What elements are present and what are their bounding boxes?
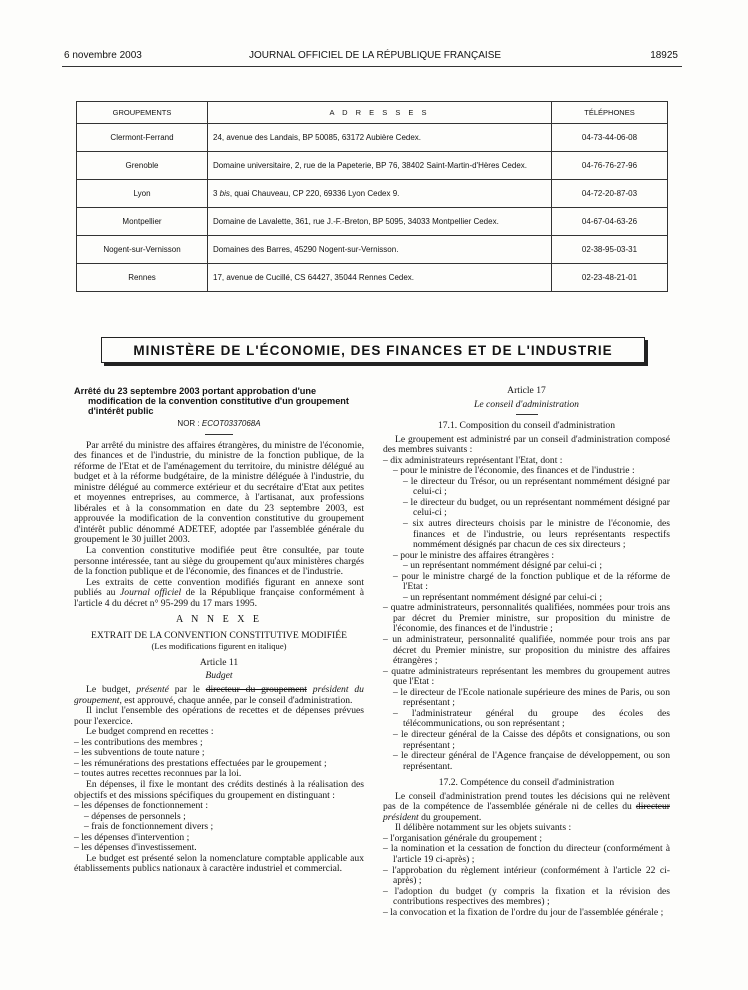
text-italic: président: [383, 811, 419, 823]
cell-adresse: Domaine de Lavalette, 361, rue J.-F.-Breton, BP 5095, 34033 Montpellier Cedex.: [208, 208, 552, 236]
paragraph: Le budget comprend en recettes :: [86, 726, 214, 738]
list-item: – l'administrateur général du groupe des écoles des télécommunications, ou son représentant ;: [393, 707, 670, 730]
right-column: [383, 386, 670, 918]
cell-telephone: 04-76-76-27-96: [552, 152, 668, 180]
list-item: – dix administrateurs représentant l'Etat, dont :: [383, 454, 563, 466]
left-column: [74, 386, 364, 875]
nor-reference: [74, 419, 364, 430]
cell-groupement: Rennes: [77, 264, 208, 292]
paragraph: [383, 792, 670, 824]
address-number: 3: [213, 189, 220, 198]
cell-groupement: Grenoble: [77, 152, 208, 180]
list-item: – la nomination et la cessation de fonction du directeur (conformément à l'article 19 ci-après) ;: [383, 843, 670, 865]
list-item: – l'organisation générale du groupement ;: [383, 832, 543, 844]
journal-title: JOURNAL OFFICIEL DE LA RÉPUBLIQUE FRANÇAISE: [248, 50, 502, 61]
article-11-heading: Article 11: [199, 656, 239, 668]
list-item: – les dépenses de fonctionnement :: [74, 800, 209, 812]
groupements-table: [76, 101, 668, 292]
list-item: – les dépenses d'intervention ;: [74, 831, 190, 843]
text: , est approuvé, chaque année, par le conseil d'administration.: [119, 694, 353, 706]
modifications-note: (Les modifications figurent en italique): [151, 641, 287, 652]
paragraph: Par arrêté du ministre des affaires étrangères, du ministre de l'économie, des finances et de l'industrie, du ministre de la fonction publique, de la réforme de l'Etat et de l'aménagement du territoire, du ministre délégué au budget et à la réforme budgétaire, de la ministre déléguée à l'industrie, du ministre délégué au commerce extérieur et du secrétaire d'Etat aux petites et moyennes entreprises, au commerce, à l'artisanat, aux professions libérales et à la consommation en date du 23 septembre 2003, est approuvée la modification de la convention constitutive du groupement d'intérêt public dénommé ADETEF, adoptée par l'assemblée générale du groupement le 30 juillet 2003.: [74, 439, 364, 546]
table-row: [77, 236, 668, 264]
cell-adresse: [208, 180, 552, 208]
col-header-groupements: GROUPEMENTS: [77, 102, 208, 124]
text: de la République française conformément à l'article 4 du décret n° 95-299 du 17 mars 1995.: [74, 587, 364, 609]
table-row: [77, 152, 668, 180]
list-item: – la convocation et la fixation de l'ordre du jour de l'assemblée générale ;: [383, 906, 664, 918]
list-item: – pour le ministre des affaires étrangères :: [393, 549, 554, 561]
ministry-banner: MINISTÈRE DE L'ÉCONOMIE, DES FINANCES ET DE L'INDUSTRIE: [101, 337, 645, 363]
annexe-heading: A N N E X E: [175, 614, 263, 626]
list-item: – six autres directeurs choisis par le ministre de l'économie, des finances et de l'industrie, ou leurs représentants respectifs nommément désignés par chacun de ces six directeurs ;: [403, 518, 670, 551]
table-row: [77, 264, 668, 292]
table-header-row: [77, 102, 668, 124]
list-item: – les rémunérations des prestations effectuées par le groupement ;: [74, 757, 327, 769]
cell-groupement: Clermont-Ferrand: [77, 124, 208, 152]
nor-code: ECOT0337068A: [201, 419, 261, 428]
paragraph: La convention constitutive modifiée peut être consultée, par toute personne intéressée, tant au siège du groupement qu'aux ministères chargés de la fonction publique et de l'économie, des finances et de l'industrie.: [74, 545, 364, 578]
list-item: – un représentant nommément désigné par celui-ci ;: [403, 591, 603, 603]
list-item: – un représentant nommément désigné par celui-ci ;: [403, 560, 603, 572]
list-item: – dépenses de personnels ;: [84, 810, 186, 822]
list-item: – le directeur général de la Caisse des dépôts et consignations, ou son représentant ;: [393, 728, 670, 751]
list-item: – le directeur du Trésor, ou un représentant nommément désigné par celui-ci ;: [403, 475, 670, 498]
title-rule: [205, 434, 233, 435]
cell-groupement: Lyon: [77, 180, 208, 208]
cell-telephone: 04-73-44-06-08: [552, 124, 668, 152]
text-struck: directeur: [635, 801, 670, 813]
paragraph: [74, 578, 364, 610]
address-bis: bis: [219, 189, 230, 198]
cell-adresse: Domaines des Barres, 45290 Nogent-sur-Vernisson.: [208, 236, 552, 264]
section-rule: [516, 414, 538, 415]
col-header-telephones: TÉLÉPHONES: [552, 102, 668, 124]
cell-adresse: 17, avenue de Cucillé, CS 64427, 35044 Rennes Cedex.: [208, 264, 552, 292]
paragraph: Le budget est présenté selon la nomenclature comptable applicable aux établissements publics nationaux à caractère industriel et commercial.: [74, 852, 364, 875]
section-17-2-heading: 17.2. Compétence du conseil d'administration: [438, 777, 615, 789]
list-item: – quatre administrateurs représentant les membres du groupement autres que l'Etat :: [383, 665, 670, 688]
table-row: [77, 208, 668, 236]
list-item: – pour le ministre chargé de la fonction publique et de la réforme de l'Etat :: [393, 570, 670, 593]
extrait-heading: EXTRAIT DE LA CONVENTION CONSTITUTIVE MODIFIÉE: [91, 629, 347, 641]
cell-groupement: Montpellier: [77, 208, 208, 236]
list-item: – l'approbation du règlement intérieur (conformément à l'article 22 ci-après) ;: [383, 864, 670, 887]
address-rest: , quai Chauveau, CP 220, 69336 Lyon Cedex 9.: [229, 189, 400, 198]
col-header-adresses: A D R E S S E S: [208, 102, 552, 124]
header-rule: [62, 66, 682, 67]
list-item: – frais de fonctionnement divers ;: [84, 821, 214, 833]
cell-groupement: Nogent-sur-Vernisson: [77, 236, 208, 264]
list-item: – les dépenses d'investissement.: [74, 842, 197, 854]
text-italic: président du groupement: [74, 684, 364, 706]
paragraph: En dépenses, il fixe le montant des crédits destinés à la réalisation des objectifs et des missions spécifiques du groupement en distinguant :: [74, 778, 364, 801]
list-item: – le directeur du budget, ou un représentant nommément désigné par celui-ci ;: [403, 496, 670, 519]
text: du groupement.: [418, 811, 482, 823]
paragraph: [74, 685, 364, 706]
list-item: – le directeur général de l'Agence française de développement, ou son représentant.: [393, 750, 670, 772]
section-17-1-heading: 17.1. Composition du conseil d'administration: [437, 420, 616, 432]
budget-heading: Budget: [205, 670, 233, 682]
cell-telephone: 04-67-04-63-26: [552, 208, 668, 236]
text: par le: [168, 684, 206, 696]
paragraph: Le groupement est administré par un conseil d'administration composé des membres suivants :: [383, 433, 670, 456]
journal-officiel-ref: Journal officiel: [120, 587, 182, 599]
paragraph: Il inclut l'ensemble des opérations de recettes et de dépenses prévues pour l'exercice.: [74, 705, 364, 727]
text: Le budget,: [86, 684, 137, 696]
header-date: 6 novembre 2003: [64, 50, 142, 61]
cell-telephone: 02-23-48-21-01: [552, 264, 668, 292]
page-number: 18925: [650, 50, 678, 61]
list-item: – quatre administrateurs, personnalités qualifiées, nommées pour trois ans par décret du Premier ministre, sur proposition du ministre de l'économie, des finances et de l'industrie ;: [383, 602, 670, 635]
list-item: – l'adoption du budget (y compris la fixation et la révision des contributions respectives des membres) ;: [383, 885, 670, 908]
table-row: [77, 124, 668, 152]
text-struck: directeur du groupement: [205, 684, 307, 696]
text-italic: présenté: [136, 684, 169, 696]
cell-telephone: 04-72-20-87-03: [552, 180, 668, 208]
list-item: – les contributions des membres ;: [74, 736, 203, 748]
arrete-title: Arrêté du 23 septembre 2003 portant approbation d'une modification de la convention constitutive d'un groupement d'intérêt public: [74, 386, 349, 416]
text: Le conseil d'administration prend toutes les décisions qui ne relèvent pas de la compétence de l'assemblée générale ni de celles du: [383, 790, 670, 813]
cell-adresse: Domaine universitaire, 2, rue de la Papeterie, BP 76, 38402 Saint-Martin-d'Hères Cedex.: [208, 152, 552, 180]
list-item: – un administrateur, personnalité qualifiée, nommée pour trois ans par décret du Premier ministre, sur proposition du ministre des affaires étrangères ;: [383, 634, 670, 667]
cell-telephone: 02-38-95-03-31: [552, 236, 668, 264]
text: Les extraits de cette convention modifiés figurant en annexe sont publiés au: [74, 576, 364, 599]
paragraph: Il délibère notamment sur les objets suivants :: [395, 822, 572, 834]
table-row: [77, 180, 668, 208]
nor-label: NOR :: [177, 419, 202, 428]
cell-adresse: 24, avenue des Landais, BP 50085, 63172 Aubière Cedex.: [208, 124, 552, 152]
list-item: – pour le ministre de l'économie, des finances et de l'industrie :: [393, 465, 635, 477]
article-17-heading: Article 17: [507, 385, 546, 396]
list-item: – le directeur de l'Ecole nationale supérieure des mines de Paris, ou son représentant ;: [393, 686, 670, 709]
list-item: – toutes autres recettes reconnues par la loi.: [74, 768, 242, 780]
conseil-heading: Le conseil d'administration: [474, 398, 579, 410]
list-item: – les subventions de toute nature ;: [74, 747, 205, 759]
